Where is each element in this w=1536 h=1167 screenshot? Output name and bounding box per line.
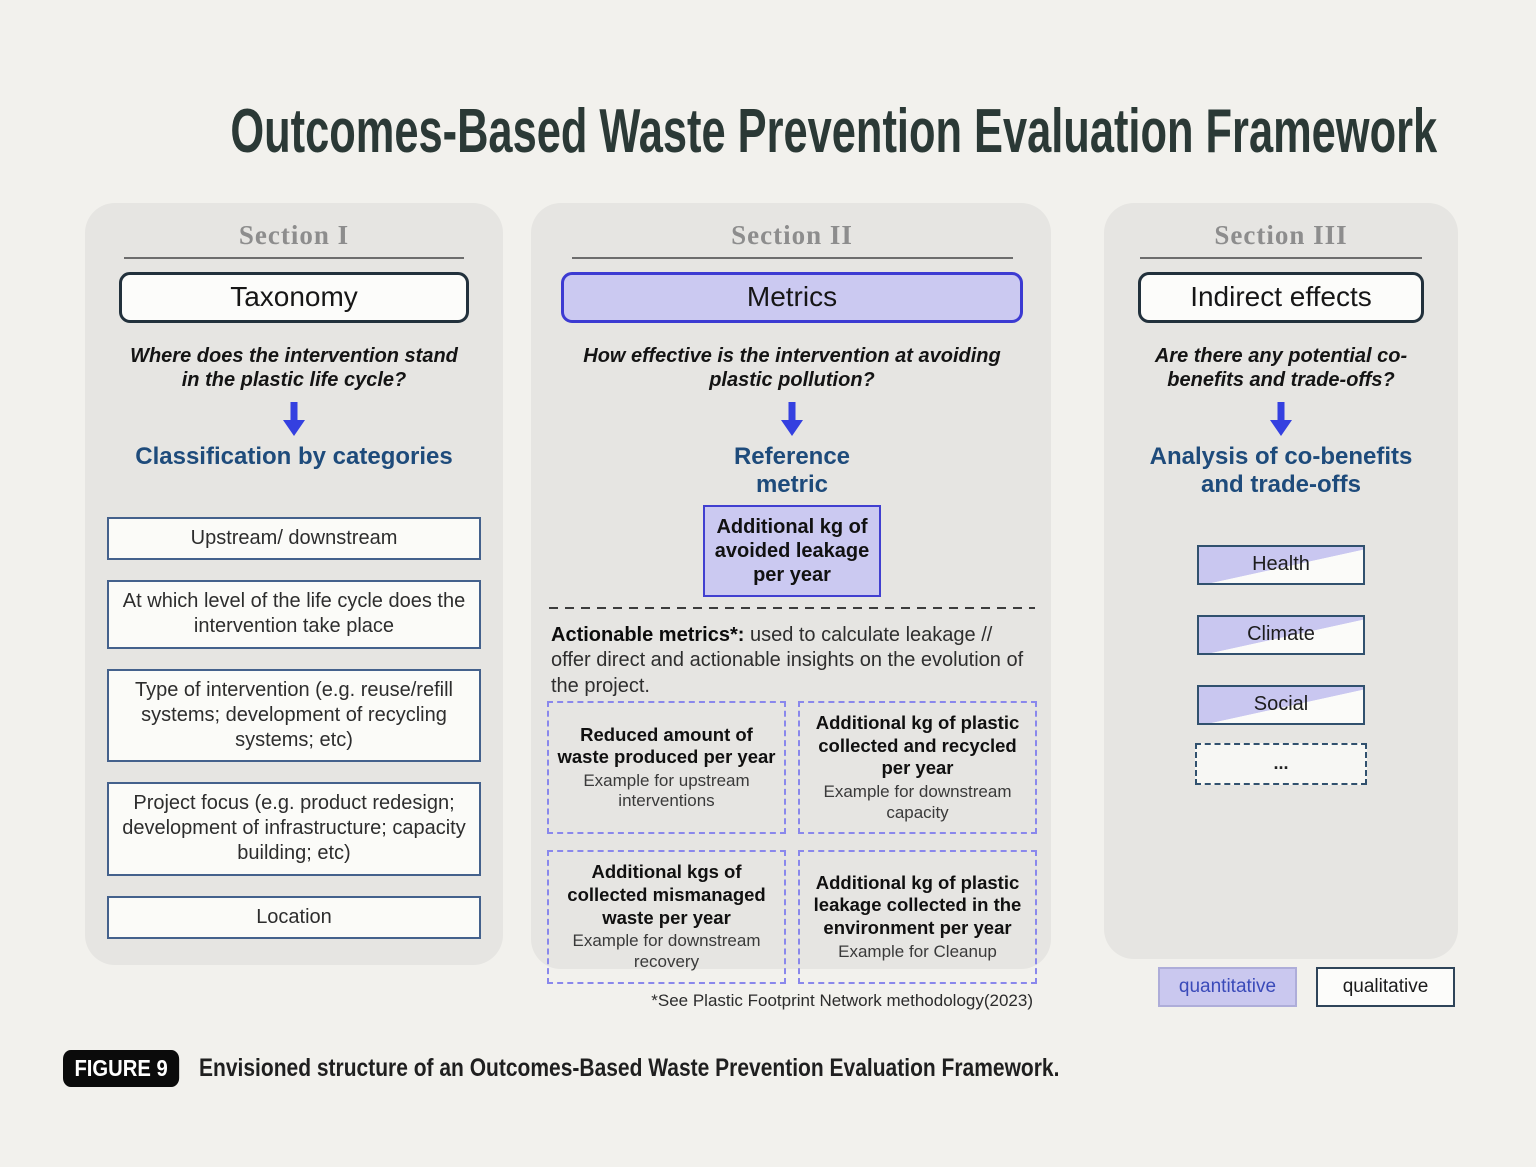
section-2-heading: Section II [731, 220, 853, 250]
actionable-metrics-note-bold: Actionable metrics*: [551, 623, 745, 646]
arrow-down-icon [1124, 401, 1438, 437]
metric-reduced-waste [547, 701, 786, 834]
section-1-question: Where does the intervention stand in the plastic life cycle? [130, 344, 458, 391]
actionable-metric-grid [547, 701, 1037, 983]
category-location: Location [107, 896, 481, 939]
figure-caption-text: Envisioned structure of an Outcomes-Based Waste Prevention Evaluation Framework. [199, 1054, 1060, 1082]
actionable-metrics-note-rest: used to calculate leakage // offer direct and actionable insights on the evolution of the project. [551, 623, 1024, 697]
figure-number-badge: FIGURE 9 [63, 1050, 179, 1087]
metric-leakage-collected [798, 850, 1037, 983]
section-2-question: How effective is the intervention at avoiding plastic pollution? [583, 344, 1001, 391]
category-upstream-downstream: Upstream/ downstream [107, 517, 481, 560]
section-2-divider [572, 257, 1013, 259]
category-life-cycle-level: At which level of the life cycle does the intervention take place [107, 580, 481, 648]
taxonomy-box: Taxonomy [119, 272, 469, 322]
arrow-down-icon [105, 401, 483, 437]
section-3-heading: Section III [1214, 220, 1348, 250]
legend-quantitative: quantitative [1158, 967, 1297, 1007]
page-title: Outcomes-Based Waste Prevention Evaluation Framework [230, 97, 1438, 166]
figure-caption [63, 1050, 1223, 1087]
section-1-answer: Classification by categories [135, 443, 453, 471]
metric-example: Example for downstream recovery [572, 931, 761, 971]
indirect-effects-box: Indirect effects [1138, 272, 1424, 322]
metric-title: Additional kgs of collected mismanaged waste per year [567, 861, 766, 928]
effect-climate: Climate [1197, 615, 1365, 655]
metrics-box: Metrics [561, 272, 1023, 322]
arrow-down-icon [547, 401, 1037, 437]
dashed-separator [549, 607, 1035, 609]
metric-example: Example for downstream capacity [823, 782, 1012, 822]
section-2-answer: Reference metric [733, 443, 851, 498]
section-1-panel [85, 203, 503, 965]
metric-title: Reduced amount of waste produced per year [557, 723, 776, 768]
reference-metric-box: Additional kg of avoided leakage per year [703, 505, 881, 597]
section-3-panel [1104, 203, 1458, 959]
legend-qualitative: qualitative [1316, 967, 1455, 1007]
section-3-divider [1140, 257, 1423, 259]
effect-health: Health [1197, 545, 1365, 585]
category-intervention-type: Type of intervention (e.g. reuse/refill systems; development of recycling systems; etc) [107, 669, 481, 763]
metric-title: Additional kg of plastic collected and recycled per year [815, 712, 1020, 779]
effects-list [1124, 545, 1438, 725]
methodology-footnote: *See Plastic Footprint Network methodology(2023) [651, 990, 1033, 1010]
category-list [107, 517, 481, 939]
metric-collected-mismanaged [547, 850, 786, 983]
section-1-heading: Section I [238, 220, 350, 250]
metric-title: Additional kg of plastic leakage collected in the environment per year [813, 871, 1022, 938]
actionable-metrics-note [551, 623, 1033, 700]
metric-example: Example for upstream interventions [583, 770, 750, 811]
effect-social: Social [1197, 685, 1365, 725]
metric-example: Example for Cleanup [838, 941, 997, 961]
effect-more-box: ... [1195, 743, 1367, 785]
section-1-divider [124, 257, 464, 259]
section-2-panel [531, 203, 1051, 1010]
metric-collected-recycled [798, 701, 1037, 834]
section-3-question: Are there any potential co-benefits and trade-offs? [1154, 344, 1408, 391]
legend [1158, 967, 1455, 1007]
category-project-focus: Project focus (e.g. product redesign; development of infrastructure; capacity building; etc) [107, 782, 481, 876]
section-3-answer: Analysis of co-benefits and trade-offs [1149, 443, 1413, 498]
